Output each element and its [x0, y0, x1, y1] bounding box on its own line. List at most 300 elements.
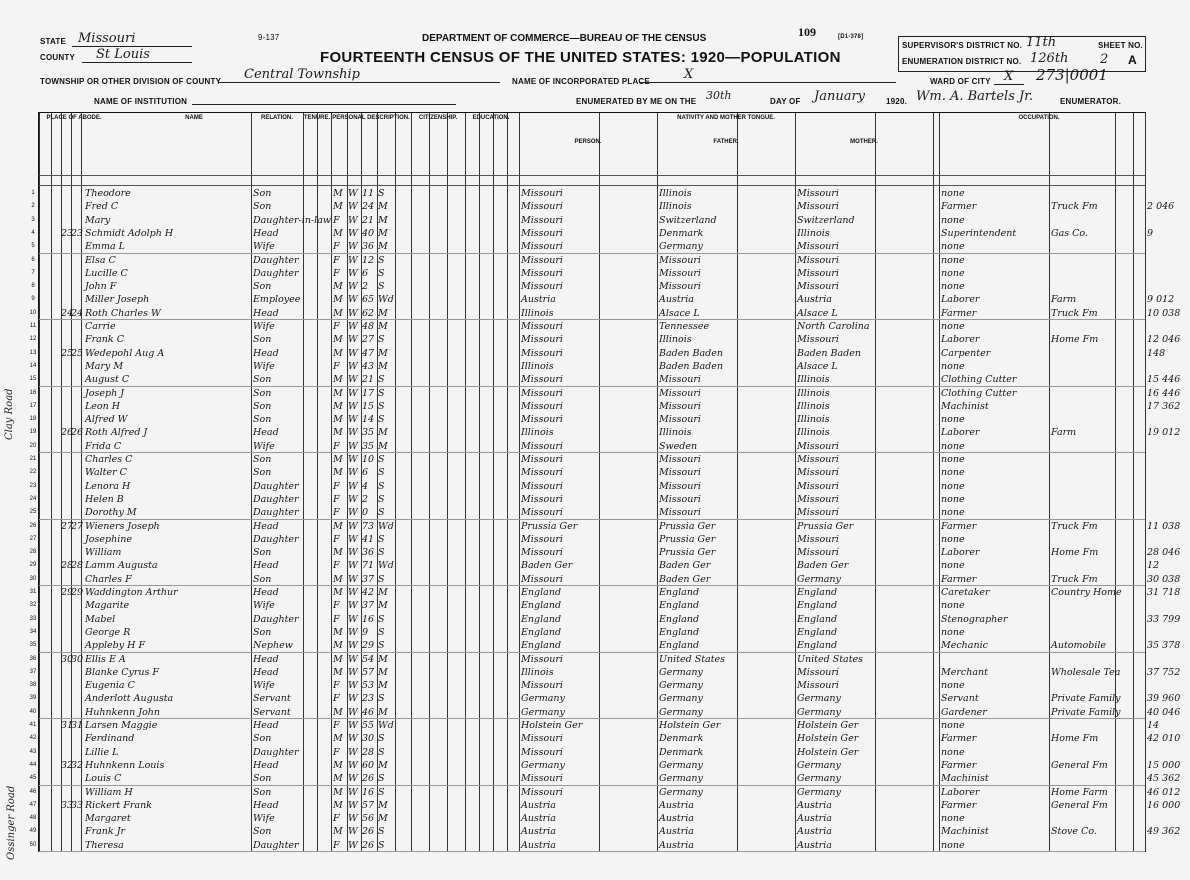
row-50-code [1147, 839, 1187, 852]
row-36-fam: 30 [71, 653, 84, 665]
row-12-rel: Son [253, 334, 272, 346]
row-29-mbirth: Baden Ger [797, 560, 849, 572]
row-29-occ: none [941, 560, 965, 572]
column-divider [411, 113, 412, 851]
row-48-name: Margaret [85, 813, 131, 825]
row-22-occ: none [941, 467, 965, 479]
row-26-occ: Farmer [941, 520, 977, 532]
row-48-mbirth: Austria [797, 813, 832, 825]
stamp-number: 109 [798, 25, 816, 39]
row-41-fam: 31 [71, 720, 84, 731]
row-24-code [1147, 493, 1187, 506]
row-29-ind [1051, 559, 1115, 572]
row-44-ind: General Fm [1051, 759, 1108, 771]
row-21-dw [61, 453, 71, 466]
row-16-birth: Missouri [521, 387, 563, 399]
row-9-birth: Austria [521, 294, 556, 306]
row-45-code: 45 362 [1147, 773, 1181, 785]
row-19-name: Roth Alfred J [85, 427, 148, 439]
row-24-rel: Daughter [253, 493, 299, 505]
row-41-age: 55 [362, 720, 375, 731]
row-8-race: W [348, 281, 358, 293]
row-18-n: 18 [29, 416, 37, 423]
row-27-age: 41 [362, 533, 375, 545]
row-36-fbirth: United States [659, 653, 726, 665]
row-33-name: Mabel [85, 613, 116, 625]
row-17-mbirth: Illinois [797, 400, 830, 412]
row-45-n: 45 [29, 775, 37, 782]
row-7-birth: Missouri [521, 267, 563, 279]
row-13-ind [1051, 347, 1115, 360]
row-30-code: 30 038 [1147, 573, 1181, 585]
row-46-name: William H [85, 786, 133, 798]
row-19-age: 35 [362, 427, 375, 439]
row-17-n: 17 [29, 402, 37, 409]
row-5-sex: F [333, 241, 340, 253]
row-47-age: 57 [362, 799, 375, 811]
row-22-age: 6 [362, 467, 369, 479]
row-36-name: Ellis E A [85, 653, 126, 665]
row-19-race: W [348, 427, 358, 439]
column-divider [795, 113, 796, 851]
row-45-sex: M [333, 773, 343, 785]
row-14-sex: F [333, 360, 340, 372]
row-40-fam [71, 706, 81, 719]
row-47-occ: Farmer [941, 799, 977, 811]
row-27-fbirth: Prussia Ger [659, 533, 716, 545]
day-of-label: DAY OF [770, 97, 801, 106]
row-40-name: Huhnkenn John [85, 706, 161, 718]
row-38-fam [71, 679, 81, 692]
row-10-n: 10 [29, 309, 37, 316]
row-18-name: Alfred W [85, 414, 128, 426]
row-34-fam [71, 626, 81, 639]
enumerated-day: 30th [706, 89, 732, 102]
row-16-ind [1051, 387, 1115, 400]
row-43-name: Lillie L [85, 746, 119, 758]
row-9-ind: Farm [1051, 294, 1077, 306]
row-18-fbirth: Missouri [659, 414, 701, 426]
row-44-ms: M [378, 759, 388, 771]
row-14-mbirth: Alsace L [797, 360, 838, 372]
row-13-age: 47 [362, 347, 375, 359]
row-50-mbirth: Austria [797, 839, 832, 851]
row-36-mbirth: United States [797, 653, 864, 665]
row-3-occ: none [941, 214, 965, 226]
row-31-fbirth: England [659, 587, 700, 598]
row-26-ms: Wd [378, 520, 394, 532]
row-23-fbirth: Missouri [659, 480, 701, 492]
row-25-sex: F [333, 507, 340, 519]
row-44-occ: Farmer [941, 759, 977, 771]
row-42-sex: M [333, 733, 343, 745]
form-number: 9-137 [258, 33, 280, 42]
row-9-age: 65 [362, 294, 375, 306]
row-14-ms: M [378, 360, 388, 372]
row-46-birth: Missouri [521, 786, 563, 798]
row-11-dw [61, 320, 71, 333]
row-1-n: 1 [31, 190, 35, 196]
row-14-fbirth: Baden Baden [659, 360, 723, 372]
row-27-ind [1051, 533, 1115, 546]
row-50-occ: none [941, 839, 965, 851]
row-27-birth: Missouri [521, 533, 563, 545]
row-41-race: W [348, 720, 358, 731]
enumeration-value: 126th [1030, 51, 1069, 66]
row-45-name: Louis C [85, 773, 122, 785]
row-43-ind [1051, 746, 1115, 759]
row-7-code [1147, 267, 1187, 280]
row-7-ind [1051, 267, 1115, 280]
row-18-ms: S [378, 414, 385, 426]
row-16-age: 17 [362, 387, 375, 399]
row-16-mbirth: Illinois [797, 387, 830, 399]
row-40-birth: Germany [521, 706, 565, 718]
row-30-dw [61, 573, 71, 586]
enumerated-year: 1920. [886, 97, 908, 106]
row-6-race: W [348, 254, 358, 266]
row-42-fbirth: Denmark [659, 733, 704, 745]
row-23-age: 4 [362, 480, 369, 492]
row-11-fam [71, 320, 81, 333]
row-16-occ: Clothing Cutter [941, 387, 1017, 399]
row-33-mbirth: England [797, 613, 838, 625]
row-43-n: 43 [29, 748, 37, 755]
row-34-name: George R [85, 626, 131, 638]
row-42-ms: S [378, 733, 385, 745]
row-5-birth: Missouri [521, 241, 563, 253]
row-29-ms: Wd [378, 560, 394, 572]
row-12-age: 27 [362, 334, 375, 346]
group-name: NAME [185, 115, 203, 121]
header-divider [39, 185, 1145, 186]
row-39-ms: S [378, 693, 385, 705]
row-28-code: 28 046 [1147, 547, 1181, 559]
row-1-ms: S [378, 188, 385, 199]
row-27-mbirth: Missouri [797, 533, 839, 545]
row-12-name: Frank C [85, 334, 124, 346]
row-22-sex: M [333, 467, 343, 479]
row-22-fbirth: Missouri [659, 467, 701, 479]
row-4-dw: 23 [61, 227, 74, 239]
row-22-fam [71, 466, 81, 479]
row-37-age: 57 [362, 666, 375, 678]
row-37-occ: Merchant [941, 666, 988, 678]
row-18-age: 14 [362, 414, 375, 426]
row-48-sex: F [333, 813, 340, 825]
row-10-occ: Farmer [941, 307, 977, 319]
enumerator-label: ENUMERATOR. [1060, 97, 1122, 106]
row-30-birth: Missouri [521, 573, 563, 585]
row-26-fbirth: Prussia Ger [659, 520, 716, 532]
row-25-mbirth: Missouri [797, 507, 839, 519]
census-table [29, 112, 1181, 852]
row-26-race: W [348, 520, 358, 532]
row-43-age: 28 [362, 746, 375, 758]
row-18-sex: M [333, 414, 343, 426]
row-12-sex: M [333, 334, 343, 346]
row-12-ms: S [378, 334, 385, 346]
row-6-rel: Daughter [253, 254, 299, 266]
row-11-ind [1051, 320, 1115, 333]
row-41-n: 41 [29, 722, 37, 728]
row-45-age: 26 [362, 773, 375, 785]
row-21-ms: S [378, 454, 385, 465]
row-44-code: 15 000 [1147, 759, 1181, 771]
row-4-fbirth: Denmark [659, 227, 704, 239]
census-title: FOURTEENTH CENSUS OF THE UNITED STATES: 1920—POPULATION [320, 49, 841, 66]
row-30-fam [71, 573, 81, 586]
row-38-birth: Missouri [521, 680, 563, 692]
row-34-ind [1051, 626, 1115, 639]
row-48-code [1147, 812, 1187, 825]
row-37-sex: M [333, 666, 343, 678]
row-15-rel: Son [253, 374, 272, 386]
row-4-code: 9 [1147, 227, 1154, 239]
row-25-ms: S [378, 507, 385, 519]
row-15-code: 15 446 [1147, 374, 1181, 386]
row-49-birth: Austria [521, 826, 556, 838]
row-38-dw [61, 679, 71, 692]
row-22-rel: Son [253, 467, 272, 479]
row-5-ms: M [378, 241, 388, 253]
row-39-occ: Servant [941, 693, 979, 705]
group-nativity: NATIVITY AND MOTHER TONGUE. [677, 115, 775, 121]
row-4-name: Schmidt Adolph H [85, 227, 174, 239]
row-12-dw [61, 333, 71, 346]
column-divider [933, 113, 934, 851]
incorporated-label: NAME OF INCORPORATED PLACE [512, 77, 650, 86]
row-36-sex: M [333, 653, 343, 665]
row-20-fam [71, 440, 81, 453]
row-19-dw: 26 [61, 427, 74, 439]
row-28-mbirth: Missouri [797, 547, 839, 559]
row-7-sex: F [333, 267, 340, 279]
row-3-sex: F [333, 214, 340, 226]
row-25-fbirth: Missouri [659, 507, 701, 519]
row-26-mbirth: Prussia Ger [797, 520, 854, 532]
column-divider [1049, 113, 1050, 851]
row-29-race: W [348, 560, 358, 572]
row-50-birth: Austria [521, 839, 556, 851]
row-43-code [1147, 746, 1187, 759]
row-17-race: W [348, 400, 358, 412]
row-46-ind: Home Farm [1051, 786, 1108, 798]
row-2-fbirth: Illinois [659, 201, 692, 213]
row-8-sex: M [333, 281, 343, 293]
row-49-dw [61, 825, 71, 838]
row-32-ind [1051, 599, 1115, 612]
row-41-ms: Wd [378, 720, 394, 731]
row-1-ind [1051, 187, 1115, 200]
row-16-ms: S [378, 387, 385, 399]
row-40-age: 46 [362, 706, 375, 718]
row-39-rel: Servant [253, 693, 291, 705]
row-3-ind [1051, 214, 1115, 227]
row-47-ms: M [378, 799, 388, 811]
row-29-code: 12 [1147, 560, 1160, 572]
ward-label: WARD OF CITY [930, 77, 991, 86]
row-20-rel: Wife [253, 440, 275, 452]
row-49-sex: M [333, 826, 343, 838]
row-43-rel: Daughter [253, 746, 299, 758]
row-24-dw [61, 493, 71, 506]
row-22-n: 22 [29, 469, 37, 476]
row-5-race: W [348, 241, 358, 253]
row-18-code [1147, 413, 1187, 426]
row-47-mbirth: Austria [797, 799, 832, 811]
row-43-occ: none [941, 746, 965, 758]
row-32-ms: M [378, 600, 388, 612]
row-28-dw [61, 546, 71, 559]
row-9-race: W [348, 294, 358, 306]
row-8-code [1147, 280, 1187, 293]
row-27-ms: S [378, 533, 385, 545]
row-14-occ: none [941, 360, 965, 372]
row-39-fbirth: Germany [659, 693, 703, 705]
row-20-ms: M [378, 440, 388, 452]
row-11-rel: Wife [253, 321, 275, 332]
row-42-ind: Home Fm [1051, 733, 1099, 745]
row-35-code: 35 378 [1147, 640, 1181, 652]
row-31-ms: M [378, 587, 388, 598]
row-31-sex: M [333, 587, 343, 598]
row-36-dw: 30 [61, 653, 74, 665]
row-31-birth: England [521, 587, 562, 598]
row-35-n: 35 [29, 642, 37, 649]
row-35-birth: England [521, 640, 562, 652]
row-15-fbirth: Missouri [659, 374, 701, 386]
column-divider [939, 113, 940, 851]
row-43-fbirth: Denmark [659, 746, 704, 758]
row-13-fam: 25 [71, 347, 84, 359]
row-46-mbirth: Germany [797, 786, 841, 798]
row-9-mbirth: Austria [797, 294, 832, 306]
row-39-age: 23 [362, 693, 375, 705]
row-6-fbirth: Missouri [659, 254, 701, 266]
row-18-dw [61, 413, 71, 426]
row-1-sex: M [333, 188, 343, 199]
row-15-age: 21 [362, 374, 375, 386]
row-34-birth: England [521, 626, 562, 638]
row-32-occ: none [941, 600, 965, 612]
row-18-occ: none [941, 414, 965, 426]
row-35-fbirth: England [659, 640, 700, 652]
row-5-occ: none [941, 241, 965, 253]
row-17-sex: M [333, 400, 343, 412]
column-divider [465, 113, 466, 851]
row-2-fam [71, 200, 81, 213]
subgroup-father: FATHER. [713, 139, 739, 145]
row-30-fbirth: Baden Ger [659, 573, 711, 585]
row-26-dw: 27 [61, 520, 74, 532]
row-49-ms: S [378, 826, 385, 838]
row-13-code: 148 [1147, 347, 1166, 359]
row-48-fam [71, 812, 81, 825]
row-34-race: W [348, 626, 358, 638]
row-6-fam [71, 254, 81, 267]
row-22-dw [61, 466, 71, 479]
row-43-mbirth: Holstein Ger [797, 746, 859, 758]
subgroup-mother: MOTHER. [850, 139, 878, 145]
institution-label: NAME OF INSTITUTION [94, 97, 188, 106]
row-15-mbirth: Illinois [797, 374, 830, 386]
row-10-ind: Truck Fm [1051, 307, 1098, 319]
row-1-birth: Missouri [521, 188, 563, 199]
row-14-dw [61, 360, 71, 373]
row-41-occ: none [941, 720, 965, 731]
column-divider [1145, 113, 1146, 851]
row-1-code [1147, 187, 1187, 200]
row-38-rel: Wife [253, 680, 275, 692]
row-25-race: W [348, 507, 358, 519]
supervisor-label: SUPERVISOR'S DISTRICT NO. [902, 41, 1023, 50]
row-1-fbirth: Illinois [659, 188, 692, 199]
row-15-name: August C [85, 374, 130, 386]
row-41-mbirth: Holstein Ger [797, 720, 859, 731]
row-7-ms: S [378, 267, 385, 279]
row-45-fbirth: Germany [659, 773, 703, 785]
form-code: [D1-378] [838, 34, 864, 40]
row-41-ind [1051, 719, 1115, 732]
row-10-rel: Head [253, 307, 279, 319]
row-32-sex: F [333, 600, 340, 612]
row-38-ms: M [378, 680, 388, 692]
row-47-code: 16 000 [1147, 799, 1181, 811]
row-40-ind: Private Family [1051, 706, 1121, 718]
row-42-mbirth: Holstein Ger [797, 733, 859, 745]
row-48-race: W [348, 813, 358, 825]
row-18-mbirth: Illinois [797, 414, 830, 426]
row-21-birth: Missouri [521, 454, 563, 465]
row-32-mbirth: England [797, 600, 838, 612]
row-7-name: Lucille C [85, 267, 128, 279]
row-13-fbirth: Baden Baden [659, 347, 723, 359]
row-31-rel: Head [253, 587, 279, 598]
row-29-fam: 28 [71, 560, 84, 572]
row-34-n: 34 [29, 628, 37, 635]
row-38-age: 53 [362, 680, 375, 692]
row-17-ms: S [378, 400, 385, 412]
row-47-birth: Austria [521, 799, 556, 811]
row-46-code: 46 012 [1147, 786, 1181, 798]
row-28-occ: Laborer [941, 547, 980, 559]
row-7-occ: none [941, 267, 965, 279]
row-25-fam [71, 506, 81, 519]
row-5-name: Emma L [85, 241, 125, 253]
row-49-code: 49 362 [1147, 826, 1181, 838]
row-47-fam: 33 [71, 799, 84, 811]
row-2-ind: Truck Fm [1051, 201, 1098, 213]
row-20-mbirth: Missouri [797, 440, 839, 452]
row-12-birth: Missouri [521, 334, 563, 346]
row-31-age: 42 [362, 587, 375, 598]
row-17-age: 15 [362, 400, 375, 412]
state-label: STATE [40, 37, 67, 46]
row-30-n: 30 [29, 575, 37, 582]
row-35-fam [71, 639, 81, 652]
row-14-rel: Wife [253, 360, 275, 372]
row-43-birth: Missouri [521, 746, 563, 758]
row-26-code: 11 038 [1147, 520, 1181, 532]
row-36-ms: M [378, 653, 388, 665]
row-40-n: 40 [29, 708, 37, 715]
row-50-rel: Daughter [253, 839, 299, 851]
row-32-fbirth: England [659, 600, 700, 612]
row-29-birth: Baden Ger [521, 560, 573, 572]
row-41-dw: 31 [61, 720, 74, 731]
row-13-mbirth: Baden Baden [797, 347, 861, 359]
